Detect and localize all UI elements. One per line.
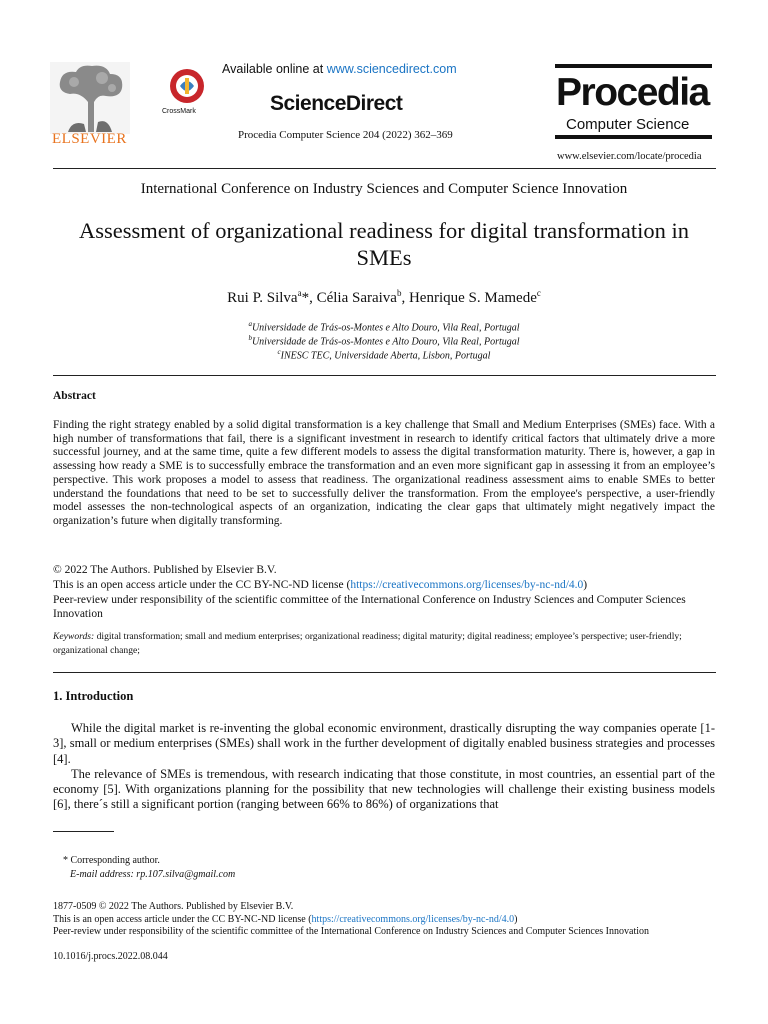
abstract-heading: Abstract — [53, 390, 96, 402]
title-line-2: SMEs — [356, 245, 412, 270]
introduction-body — [53, 721, 715, 813]
license-link[interactable]: https://creativecommons.org/licenses/by-nc-nd/4.0 — [350, 579, 584, 591]
footer-license-prefix: This is an open access article under the CC BY-NC-ND license ( — [53, 914, 312, 925]
author-suffix: *, — [301, 290, 317, 306]
footer-peer-review: Peer-review under responsibility of the scientific committee of the International Conference on Industry Sciences and Computer Sciences Innovation — [53, 926, 650, 937]
corresponding-author-note: * Corresponding author. — [63, 855, 160, 866]
email-address[interactable]: rp.107.silva@gmail.com — [133, 869, 236, 880]
keywords-list: digital transformation; small and medium enterprises; organizational readiness; digital maturity; digital readiness; employee’s perspective; user-friendly; organizational change; — [53, 631, 682, 656]
affiliation-c — [0, 348, 768, 361]
abstract-license — [53, 579, 715, 593]
license-suffix: ) — [583, 579, 588, 591]
footer-license — [53, 914, 715, 926]
abstract-peer-review: Peer-review under responsibility of the scientific committee of the International Conference on Industry Sciences and Computer Sciences Innovation — [53, 594, 686, 620]
abstract-copyright: © 2022 The Authors. Published by Elsevier B.V. — [53, 564, 277, 576]
affil-sup: c — [277, 348, 281, 356]
affil-text: Universidade de Trás-os-Montes e Alto Douro, Vila Real, Portugal — [251, 336, 520, 348]
author-suffix: , — [401, 290, 409, 306]
author-sup: a — [297, 288, 302, 298]
journal-reference: Procedia Computer Science 204 (2022) 362–369 — [238, 129, 453, 141]
email-label: E-mail address: — [70, 869, 134, 880]
sciencedirect-wordmark: ScienceDirect — [270, 92, 403, 115]
footer-license-link[interactable]: https://creativecommons.org/licenses/by-nc-nd/4.0 — [311, 914, 515, 925]
intro-paragraph: While the digital market is re-inventing the global economic environment, drastically disrupting the way companies operate [1-3], small or medium enterprises (SMEs) shall work in the further development of digitally enabled business strategies and processes [4]. — [53, 721, 715, 766]
affil-sup: a — [248, 320, 252, 328]
footer-issn: 1877-0509 © 2022 The Authors. Published by Elsevier B.V. — [53, 901, 294, 912]
affil-sup: b — [248, 334, 252, 342]
sciencedirect-link[interactable]: www.sciencedirect.com — [326, 62, 457, 76]
abstract-body: Finding the right strategy enabled by a solid digital transformation is a key challenge that Small and Medium Enterprises (SMEs) face. With a high number of transformations that fail, there is a significant investment in research to identify critical factors that ultimately drive a more successful journey, and at the same time, quite a few different models to assess the digital transformation maturity. There is, however, a gap in assessing how ready a SME is to successfully embrace the transformation and an even more significant gap in assessing it from an employee’s perspective. This work proposes a model to assess that readiness. The organizational readiness assessment aims to enable SMEs to better understand the foundations that need to be set to successfully deliver the transformation. From the employee's perspective, a user-friendly model assesses the non-technological aspects of an organization, indicating the clear gaps that ultimately might negatively impact the organization’s future when digitally transforming. — [53, 419, 715, 527]
affil-text: INESC TEC, Universidade Aberta, Lisbon, Portugal — [280, 350, 491, 362]
email-note — [70, 869, 235, 880]
footer-license-suffix: ) — [514, 914, 518, 925]
abstract-top-divider — [53, 375, 716, 376]
header-divider — [53, 168, 716, 169]
license-prefix: This is an open access article under the CC BY-NC-ND license ( — [53, 579, 351, 591]
author-sup: b — [396, 288, 402, 298]
title-line-1: Assessment of organizational readiness for digital transformation in — [78, 218, 690, 243]
available-online-line — [222, 62, 457, 76]
conference-name: International Conference on Industry Sciences and Computer Science Innovation — [140, 181, 628, 197]
elsevier-wordmark: ELSEVIER — [52, 131, 127, 147]
author-sup: c — [536, 288, 541, 298]
paper-title — [40, 217, 728, 271]
footnote-rule — [53, 831, 114, 832]
affil-text: Universidade de Trás-os-Montes e Alto Douro, Vila Real, Portugal — [251, 322, 520, 334]
author-name: Rui P. Silva — [227, 290, 298, 306]
procedia-url[interactable]: www.elsevier.com/locate/procedia — [557, 151, 702, 162]
affiliation-a — [0, 320, 768, 333]
procedia-subtitle: Computer Science — [566, 116, 690, 133]
author-list — [0, 288, 768, 307]
intro-paragraph: The relevance of SMEs is tremendous, with research indicating that those constitute, in most countries, an essential part of the economy [5]. With organizations planning for the possibility that new technologies will challenge their existing business models [6], there´s still a significant portion (ranging between 66% to 86%) of organizations that — [53, 766, 715, 812]
section-heading-introduction: 1. Introduction — [53, 689, 134, 703]
crossmark-label: CrossMark — [162, 108, 196, 115]
abstract-bottom-divider — [53, 672, 716, 673]
author-name: Henrique S. Mamede — [408, 290, 537, 306]
affiliation-b — [0, 334, 768, 347]
author-name: Célia Saraiva — [316, 290, 397, 306]
keywords-label: Keywords: — [53, 631, 95, 642]
footer-doi[interactable]: 10.1016/j.procs.2022.08.044 — [53, 951, 168, 962]
keywords — [53, 630, 715, 658]
available-prefix: Available online at — [222, 62, 327, 76]
procedia-title: Procedia — [556, 71, 709, 114]
